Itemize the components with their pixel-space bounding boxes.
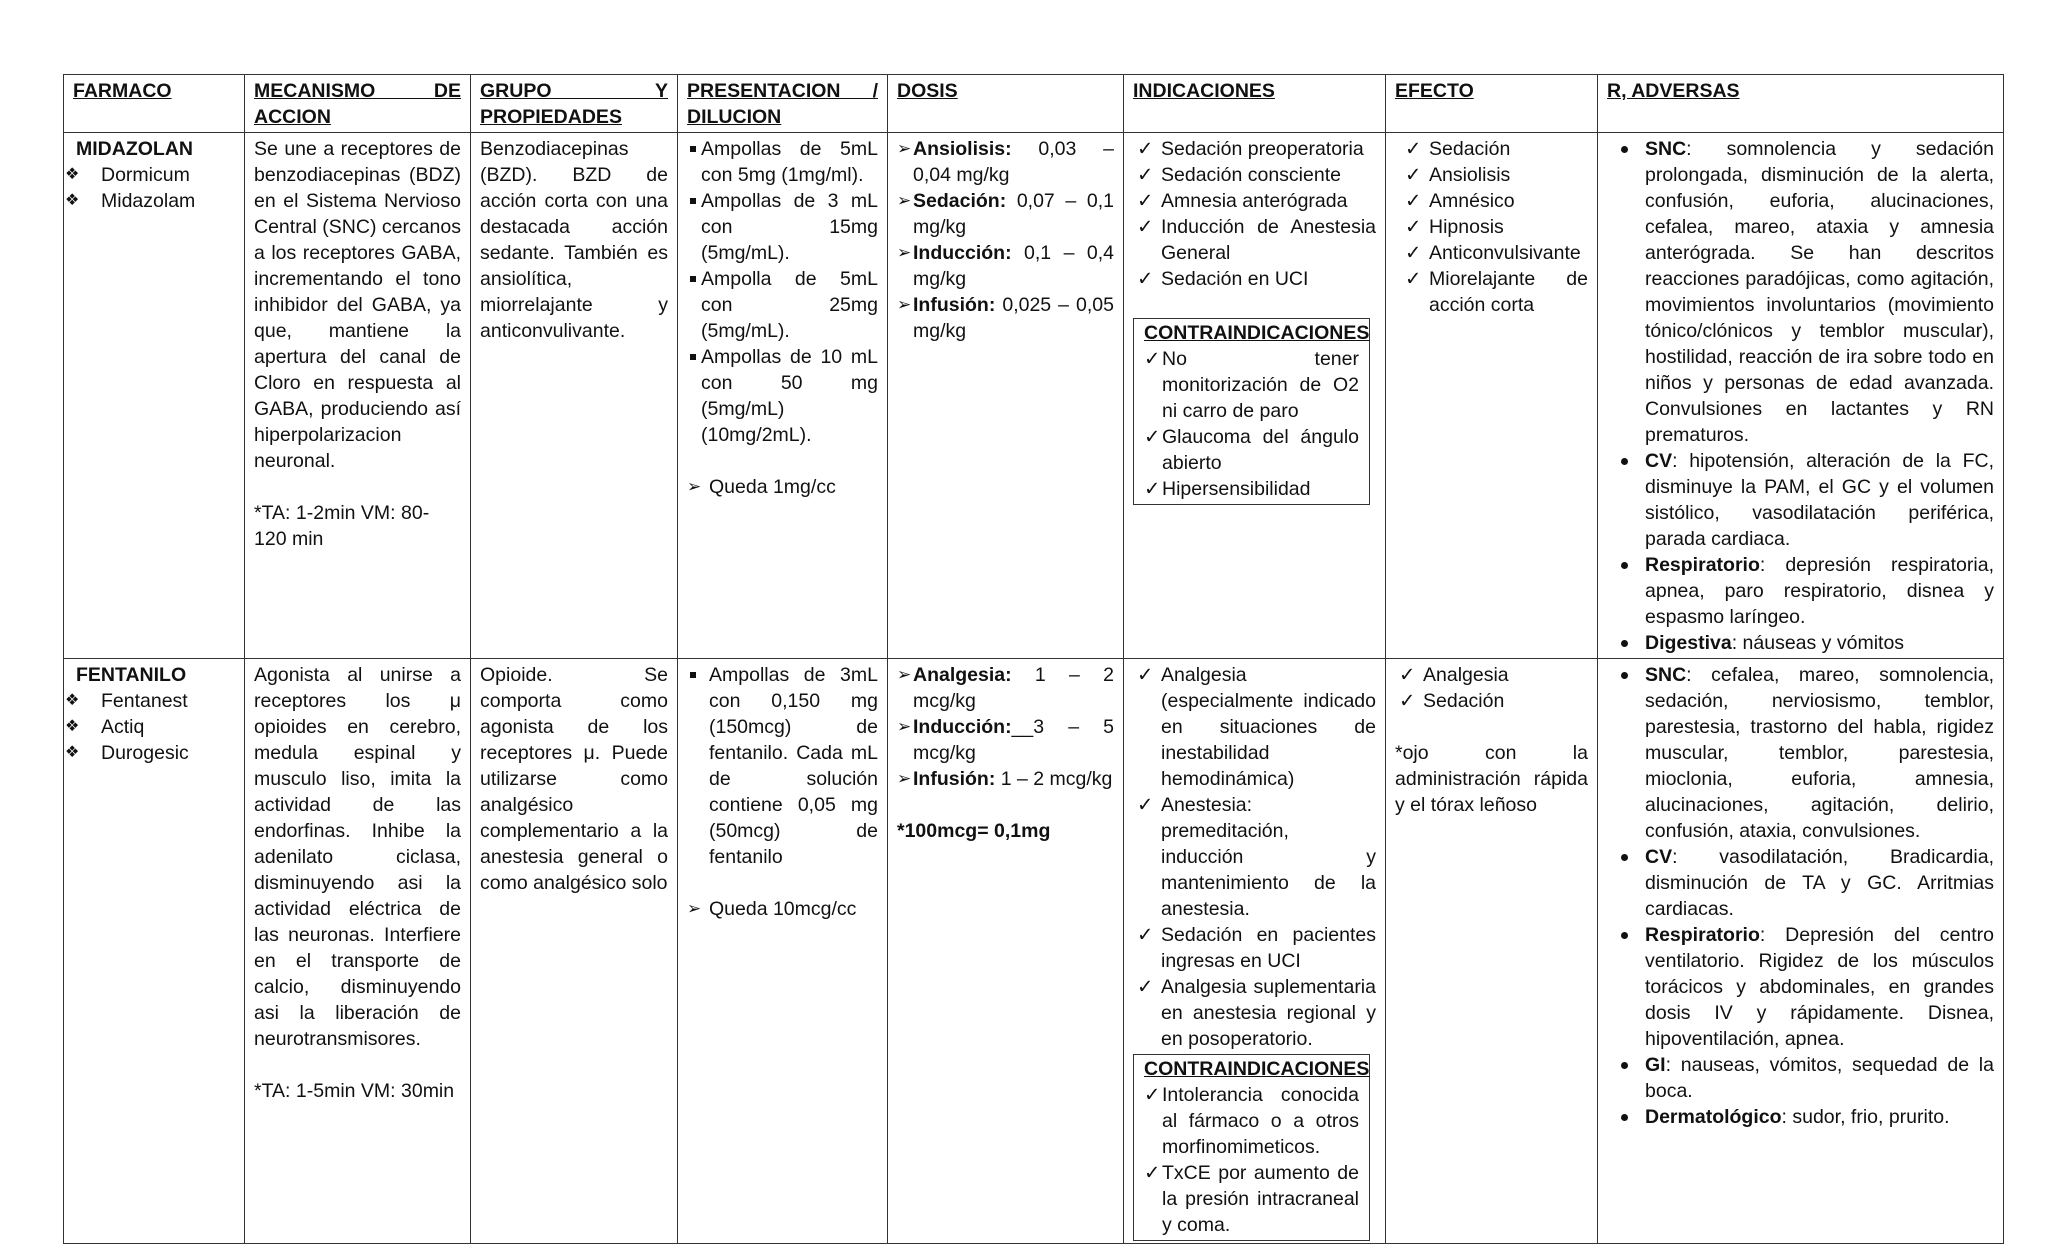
presentation-item: Ampollas de 3 mL con 15mg (5mg/mL). [687, 188, 878, 266]
indicacion-item: ✓ Analgesia suplementaria en anestesia regional y en posoperatorio. [1133, 974, 1376, 1052]
adversas-cell [1598, 133, 2004, 659]
dosis-label: Inducción: [913, 242, 1012, 264]
dosis-item [897, 240, 1114, 292]
mechanism-text: Se une a receptores de benzodiacepinas (BDZ) en el Sistema Nervioso Central (SNC) cercanos a los receptores GABA, incrementando el tono inhibidor del GABA, ya que, mantiene la apertura del canal de Cloro en respuesta al GABA, produciendo así hiperpolarizacion neuronal. [254, 138, 461, 472]
contraindicaciones-box [1133, 1054, 1370, 1241]
dosis-value: 0,07 – 0,1 mg/kg [913, 190, 1114, 238]
dosis-label: Infusión: [913, 768, 996, 790]
header-mecanismo: MECANISMO DE ACCION [245, 75, 471, 133]
indicaciones-cell [1124, 133, 1386, 659]
dosis-label: Infusión: [913, 294, 996, 316]
dosis-value: 1 – 2 mcg/kg [995, 768, 1113, 790]
dosis-value: __3 – 5 mcg/kg [913, 716, 1114, 764]
adversa-item [1607, 922, 1994, 1052]
indicacion-item: ✓ Sedación en pacientes ingresas en UCI [1133, 922, 1376, 974]
dosis-value: 0,03 – 0,04 mg/kg [913, 138, 1114, 186]
brand-item: ❖ Midazolam [73, 188, 235, 214]
brand-item: ❖ Durogesic [73, 740, 235, 766]
efecto-item: ✓ Miorelajante de acción corta [1401, 266, 1588, 318]
efecto-item: ✓ Analgesia [1395, 662, 1588, 688]
contraindicaciones-box [1133, 318, 1370, 505]
brand-list [73, 688, 235, 766]
adversa-text: : náuseas y vómitos [1731, 632, 1905, 654]
adversa-item [1607, 630, 1994, 656]
efecto-note: *ojo con la administración rápida y el tórax leñoso [1395, 742, 1588, 816]
table-row [64, 659, 2004, 1244]
adversa-item [1607, 844, 1994, 922]
adversa-item [1607, 662, 1994, 844]
adversa-text: : Depresión del centro ventilatorio. Rigidez de los músculos torácicos y abdominales, en grandes dosis IV y rápidamente. Disnea, hipoventilación, apnea. [1645, 924, 1994, 1050]
mechanism-cell [245, 659, 471, 1244]
contraindicaciones-list [1144, 346, 1359, 502]
presentation-cell [678, 133, 888, 659]
dosis-item [897, 136, 1114, 188]
mechanism-note: *TA: 1-5min VM: 30min [254, 1080, 455, 1102]
contraindicaciones-list [1144, 1082, 1359, 1238]
presentation-item: Ampolla de 5mL con 25mg (5mg/mL). [687, 266, 878, 344]
efecto-cell [1386, 133, 1598, 659]
adversa-label: Dermatológico [1645, 1106, 1782, 1128]
header-presentacion: PRESENTACION / DILUCION [678, 75, 888, 133]
indicacion-item: ✓ Sedación en UCI [1133, 266, 1376, 292]
drug-cell [64, 659, 245, 1244]
presentation-item: Ampollas de 3mL con 0,150 mg (150mcg) de fentanilo. Cada mL de solución contiene 0,05 mg (50mcg) de fentanilo [687, 662, 878, 870]
efecto-cell [1386, 659, 1598, 1244]
brand-item: ❖ Dormicum [73, 162, 235, 188]
adversa-text: : cefalea, mareo, somnolencia, sedación, nerviosismo, temblor, parestesia, trastorno del habla, rigidez muscular, temblor, parestesia, mioclonia, euforia, amnesia, alucinaciones, agitación, delirio, confusión, ataxia, convulsiones. [1645, 664, 1994, 842]
dosis-item [897, 766, 1114, 792]
adversas-cell [1598, 659, 2004, 1244]
dosis-label: Inducción: [913, 716, 1012, 738]
header-row [64, 75, 2004, 133]
efecto-item: ✓ Hipnosis [1401, 214, 1588, 240]
presentation-list [687, 662, 878, 870]
dosis-list [897, 136, 1114, 344]
contraindicacion-item: ✓ Intolerancia conocida al fármaco o a otros morfinomimeticos. [1144, 1082, 1359, 1160]
drug-name: FENTANILO [76, 664, 187, 686]
adversa-text: : depresión respiratoria, apnea, paro respiratorio, disnea y espasmo laríngeo. [1645, 554, 1994, 628]
dosis-list [897, 662, 1114, 792]
presentation-list [687, 136, 878, 448]
adversa-text: : sudor, frio, prurito. [1781, 1106, 1950, 1128]
brand-item: ❖ Actiq [73, 714, 235, 740]
efecto-item: ✓ Sedación [1395, 688, 1588, 714]
adversa-text: : nauseas, vómitos, sequedad de la boca. [1645, 1054, 1994, 1102]
header-farmaco: FARMACO [64, 75, 245, 133]
dosis-note: *100mcg= 0,1mg [897, 820, 1051, 842]
dosis-item [897, 714, 1114, 766]
efecto-item: ✓ Anticonvulsivante [1401, 240, 1588, 266]
header-adversas: R, ADVERSAS [1598, 75, 2004, 133]
group-text: Benzodiacepinas (BZD). BZD de acción corta con una destacada acción sedante. También es ansiolítica, miorrelajante y anticonvulivante. [480, 138, 668, 342]
drug-table [63, 74, 2004, 1244]
adversa-text: : vasodilatación, Bradicardia, disminución de TA y GC. Arritmias cardiacas. [1645, 846, 1994, 920]
header-efecto: EFECTO [1386, 75, 1598, 133]
presentation-item: Ampollas de 10 mL con 50 mg (5mg/mL) (10mg/2mL). [687, 344, 878, 448]
mechanism-cell [245, 133, 471, 659]
adversa-item [1607, 552, 1994, 630]
brand-list [73, 162, 235, 214]
adversas-list [1607, 662, 1994, 1130]
indicacion-item: ✓ Inducción de Anestesia General [1133, 214, 1376, 266]
header-dosis: DOSIS [888, 75, 1124, 133]
dosis-label: Sedación: [913, 190, 1007, 212]
adversa-label: CV [1645, 450, 1673, 472]
indicacion-item: ✓ Sedación consciente [1133, 162, 1376, 188]
indicaciones-list [1133, 136, 1376, 292]
presentation-note: ➢ Queda 10mcg/cc [687, 896, 878, 922]
contraindicaciones-title: CONTRAINDICACIONES [1144, 322, 1370, 344]
adversa-text: : somnolencia y sedación prolongada, disminución de la alerta, confusión, euforia, alucinaciones, cefalea, mareo, ataxia y amnesia anterógrada. Se han descritos reacciones paradójicas, como agitación, movimientos involuntarios (movimiento tónico/clónicos y temblor muscular), hostilidad, reacción de ira sobre todo en niños y personas de edad avanzada. Convulsiones en lactantes y RN prematuros. [1645, 138, 1994, 446]
header-grupo: GRUPO Y PROPIEDADES [471, 75, 678, 133]
header-indicaciones: INDICACIONES [1124, 75, 1386, 133]
adversa-item [1607, 136, 1994, 448]
dosis-cell [888, 133, 1124, 659]
adversa-label: Respiratorio [1645, 924, 1760, 946]
indicacion-item: ✓ Analgesia (especialmente indicado en situaciones de inestabilidad hemodinámica) [1133, 662, 1376, 792]
contraindicacion-item: ✓ Glaucoma del ángulo abierto [1144, 424, 1359, 476]
indicacion-item: ✓ Anestesia: premeditación, inducción y mantenimiento de la anestesia. [1133, 792, 1376, 922]
indicacion-item: ✓ Amnesia anterógrada [1133, 188, 1376, 214]
drug-cell [64, 133, 245, 659]
mechanism-text: Agonista al unirse a receptores los μ opioides en cerebro, medula espinal y musculo liso, imita la actividad de las endorfinas. Inhibe la adenilato ciclasa, disminuyendo asi la actividad eléctrica de las neuronas. Interfiere en el transporte de calcio, disminuyendo asi la liberación de neurotransmisores. [254, 664, 461, 1050]
dosis-cell [888, 659, 1124, 1244]
adversa-label: CV [1645, 846, 1673, 868]
dosis-item [897, 662, 1114, 714]
efecto-item: ✓ Ansiolisis [1401, 162, 1588, 188]
dosis-item [897, 292, 1114, 344]
dosis-value: 0,1 – 0,4 mg/kg [913, 242, 1114, 290]
table-row [64, 133, 2004, 659]
presentation-note: ➢ Queda 1mg/cc [687, 474, 878, 500]
adversa-item [1607, 448, 1994, 552]
presentation-cell [678, 659, 888, 1244]
efecto-item: ✓ Sedación [1401, 136, 1588, 162]
adversa-label: GI [1645, 1054, 1666, 1076]
adversa-text: : hipotensión, alteración de la FC, disminuye la PAM, el GC y el volumen sistólico, vasodilatación periférica, parada cardiaca. [1645, 450, 1994, 550]
contraindicacion-item: ✓ No tener monitorización de O2 ni carro de paro [1144, 346, 1359, 424]
indicaciones-list [1133, 662, 1376, 1052]
contraindicacion-item: ✓ TxCE por aumento de la presión intracraneal y coma. [1144, 1160, 1359, 1238]
presentation-item: Ampollas de 5mL con 5mg (1mg/ml). [687, 136, 878, 188]
indicacion-item: ✓ Sedación preoperatoria [1133, 136, 1376, 162]
adversa-item [1607, 1104, 1994, 1130]
indicaciones-cell [1124, 659, 1386, 1244]
drug-name: MIDAZOLAN [76, 138, 193, 160]
dosis-label: Analgesia: [913, 664, 1012, 686]
adversa-label: Respiratorio [1645, 554, 1760, 576]
adversa-label: Digestiva [1645, 632, 1732, 654]
contraindicaciones-title: CONTRAINDICACIONES [1144, 1058, 1370, 1080]
adversa-item [1607, 1052, 1994, 1104]
efecto-list [1395, 136, 1588, 318]
dosis-value: 0,025 – 0,05 mg/kg [913, 294, 1114, 342]
dosis-item [897, 188, 1114, 240]
group-cell [471, 659, 678, 1244]
adversas-list [1607, 136, 1994, 656]
brand-item: ❖ Fentanest [73, 688, 235, 714]
contraindicacion-item: ✓ Hipersensibilidad [1144, 476, 1359, 502]
efecto-list [1395, 662, 1588, 714]
dosis-label: Ansiolisis: [913, 138, 1012, 160]
group-cell [471, 133, 678, 659]
adversa-label: SNC [1645, 138, 1687, 160]
efecto-item: ✓ Amnésico [1401, 188, 1588, 214]
dosis-value: 1 – 2 mcg/kg [913, 664, 1114, 712]
group-text: Opioide. Se comporta como agonista de los receptores μ. Puede utilizarse como analgésico complementario a la anestesia general o como analgésico solo [480, 664, 668, 894]
mechanism-note: *TA: 1-2min VM: 80-120 min [254, 502, 430, 550]
adversa-label: SNC [1645, 664, 1687, 686]
